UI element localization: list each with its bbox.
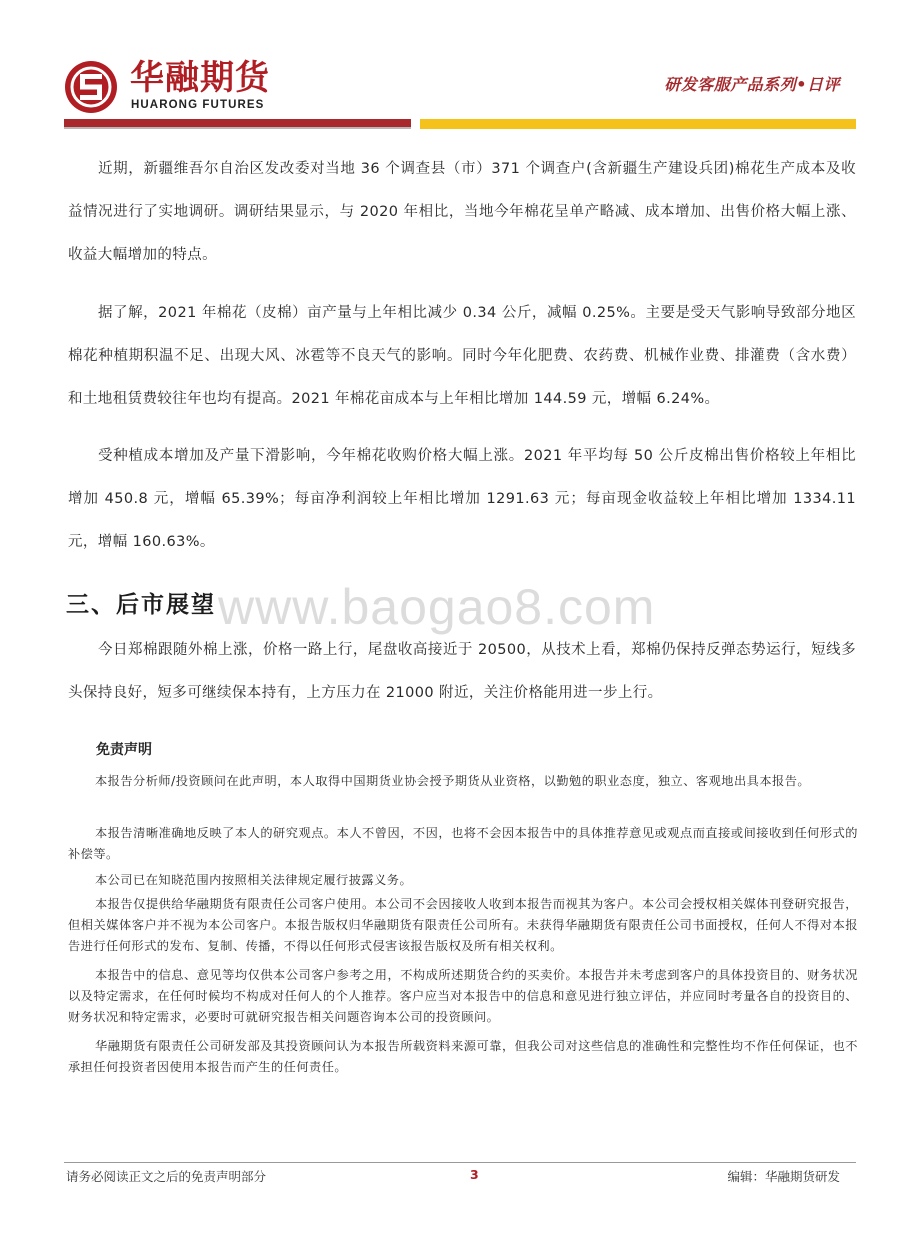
disclaimer-paragraph-3: 本公司已在知晓范围内按照相关法律规定履行披露义务。 [95, 873, 413, 887]
footer-editor: 编辑：华融期货研发 [727, 1169, 840, 1184]
logo-english-name: HUARONG FUTURES [131, 99, 265, 111]
report-series-title: 研发客服产品系列•日评 [664, 75, 840, 94]
header-divider-grey [64, 127, 411, 129]
disclaimer-paragraph-6: 华融期货有限责任公司研发部及其投资顾问认为本报告所载资料来源可靠，但我公司对这些信息的准确性和完整性均不作任何保证，也不承担任何投资者因使用本报告而产生的任何责任。 [68, 1039, 858, 1074]
body-paragraph-4: 今日郑棉跟随外棉上涨，价格一路上行，尾盘收高接近于 20500，从技术上看，郑棉仍保持反弹态势运行，短线多头保持良好，短多可继续保本持有，上方压力在 21000 附近，关注价格能用进一步上行。 [68, 642, 856, 701]
disclaimer-paragraph-2: 本报告清晰准确地反映了本人的研究观点。本人不曾因，不因，也将不会因本报告中的具体推荐意见或观点而直接或间接收到任何形式的补偿等。 [68, 826, 858, 861]
disclaimer-title: 免责声明 [96, 742, 152, 758]
body-paragraph-2: 据了解，2021 年棉花（皮棉）亩产量与上年相比减少 0.34 公斤，减幅 0.25%。主要是受天气影响导致部分地区棉花种植期积温不足、出现大风、冰雹等不良天气的影响。同时今年化肥费、农药费、机械作业费、排灌费（含水费）和土地租赁费较往年也均有提高。2021 年棉花亩成本与上年相比增加 144.59 元，增幅 6.24%。 [68, 305, 856, 407]
disclaimer-paragraph-1: 本报告分析师/投资顾问在此声明，本人取得中国期货业协会授予期货从业资格，以勤勉的职业态度，独立、客观地出具本报告。 [95, 774, 811, 788]
body-paragraph-1: 近期，新疆维吾尔自治区发改委对当地 36 个调查县（市）371 个调查户(含新疆生产建设兵团)棉花生产成本及收益情况进行了实地调研。调研结果显示，与 2020 年相比，当地今年棉花呈单产略减、成本增加、出售价格大幅上涨、收益大幅增加的特点。 [68, 161, 856, 263]
footer-divider [64, 1162, 856, 1163]
page-number: 3 [470, 1167, 479, 1182]
disclaimer-paragraph-4: 本报告仅提供给华融期货有限责任公司客户使用。本公司不会因接收人收到本报告而视其为客户。本公司会授权相关媒体刊登研究报告，但相关媒体客户并不视为本公司客户。本报告版权归华融期货有限责任公司所有。未获得华融期货有限责任公司书面授权，任何人不得对本报告进行任何形式的发布、复制、传播，不得以任何形式侵害该报告版权及所有相关权利。 [68, 897, 858, 953]
footer-disclaimer-note: 请务必阅读正文之后的免责声明部分 [66, 1169, 267, 1184]
header-divider-yellow [420, 119, 856, 129]
section-heading-outlook: 三、后市展望 [66, 592, 216, 618]
company-logo-icon [64, 60, 118, 114]
disclaimer-paragraph-5: 本报告中的信息、意见等均仅供本公司客户参考之用，不构成所述期货合约的买卖价。本报告并未考虑到客户的具体投资目的、财务状况以及特定需求，在任何时候均不构成对任何人的个人推荐。客户应当对本报告中的信息和意见进行独立评估，并应同时考量各自的投资目的、财务状况和特定需求，必要时可就研究报告相关问题咨询本公司的投资顾问。 [68, 968, 858, 1024]
logo-chinese-name: 华融期货 [130, 58, 270, 98]
watermark: www.baogao8.com [218, 579, 656, 635]
body-paragraph-3: 受种植成本增加及产量下滑影响，今年棉花收购价格大幅上涨。2021 年平均每 50 公斤皮棉出售价格较上年相比增加 450.8 元，增幅 65.39%；每亩净利润较上年相比增加 1291.63 元；每亩现金收益较上年相比增加 1334.11 元，增幅 160.63%。 [68, 448, 856, 550]
